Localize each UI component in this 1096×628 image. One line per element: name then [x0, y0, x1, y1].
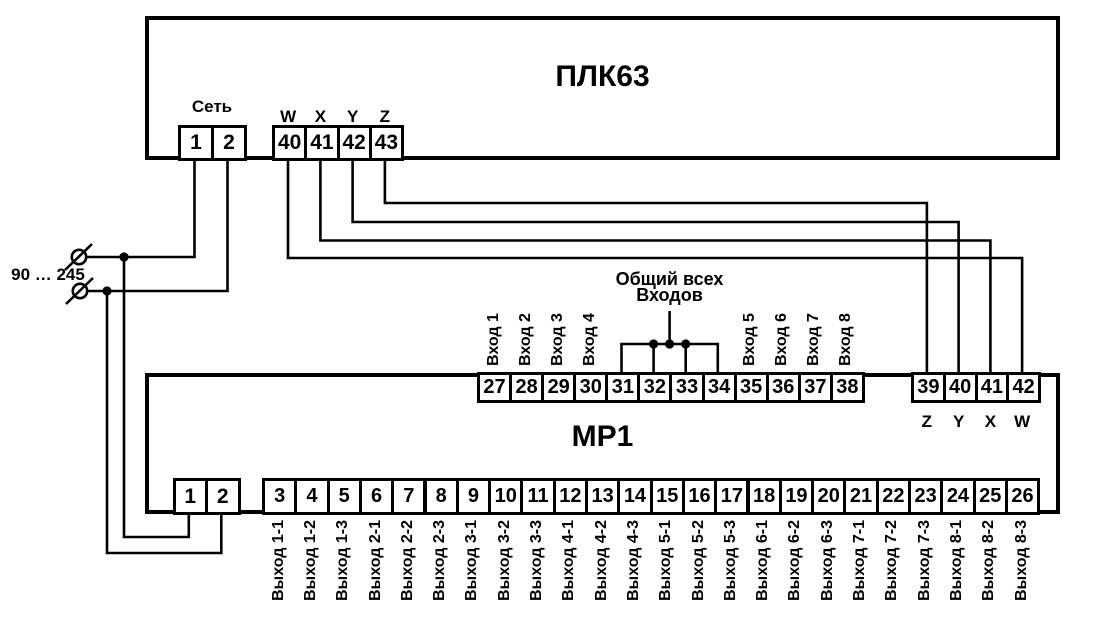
junction-dot — [649, 339, 658, 348]
mr1-terminal-31: 31 — [605, 372, 640, 403]
plc-terminal-41: 41 — [304, 125, 339, 161]
mr1-terminal-38: 38 — [830, 372, 865, 403]
mr1-terminal-19: 19 — [779, 478, 814, 515]
output-label-20: Выход 7-2 — [883, 520, 901, 602]
plc-io-label-W: W — [280, 107, 297, 126]
output-label-11: Выход 4-2 — [592, 520, 610, 602]
output-label-15: Выход 5-3 — [721, 520, 739, 602]
mr1-bus-label-W: W — [1014, 412, 1031, 431]
mr1-terminal-20: 20 — [811, 478, 846, 515]
plc-terminal-40: 40 — [272, 125, 307, 161]
output-label-22: Выход 8-1 — [947, 520, 965, 602]
mr1-bus-terminal-42: 42 — [1006, 372, 1041, 403]
plc-io-label-X: X — [314, 107, 327, 126]
mr1-terminal-3: 3 — [262, 478, 297, 515]
input-label-6: Вход 6 — [773, 313, 791, 366]
plc-terminal-2: 2 — [211, 125, 247, 161]
plc-io-label-Y: Y — [346, 107, 359, 126]
plc-io-label-Z: Z — [379, 107, 391, 126]
mr1-terminal-22: 22 — [876, 478, 911, 515]
output-label-24: Выход 8-3 — [1012, 520, 1030, 602]
input-label-4: Вход 4 — [580, 313, 598, 366]
output-label-19: Выход 7-1 — [851, 520, 869, 602]
output-label-16: Выход 6-1 — [754, 520, 772, 602]
input-label-3: Вход 3 — [548, 313, 566, 366]
junction-dot — [102, 286, 111, 295]
mr1-terminal-36: 36 — [766, 372, 801, 403]
power-wire-to-plc-1 — [87, 160, 195, 257]
junction-dot — [665, 339, 674, 348]
mr1-terminal-23: 23 — [908, 478, 943, 515]
output-label-4: Выход 2-1 — [366, 520, 384, 602]
output-label-6: Выход 2-3 — [431, 520, 449, 602]
mr1-title: МР1 — [571, 420, 634, 453]
mr1-terminal-32: 32 — [637, 372, 672, 403]
mr1-terminal-37: 37 — [798, 372, 833, 403]
mr1-terminal-16: 16 — [682, 478, 717, 515]
mr1-terminal-29: 29 — [541, 372, 576, 403]
output-label-2: Выход 1-2 — [301, 520, 319, 602]
plc63-title: ПЛК63 — [555, 60, 650, 93]
junction-dot — [681, 339, 690, 348]
plc-power-label: Сеть — [191, 97, 233, 116]
output-label-23: Выход 8-2 — [980, 520, 998, 602]
output-label-1: Выход 1-1 — [269, 520, 287, 602]
output-label-5: Выход 2-2 — [398, 520, 416, 602]
mr1-terminal-9: 9 — [456, 478, 491, 515]
output-label-13: Выход 5-1 — [657, 520, 675, 602]
common-inputs-label-line1: Общий всех — [615, 269, 724, 289]
mr1-bus-label-Y: Y — [952, 412, 965, 431]
mr1-terminal-35: 35 — [734, 372, 769, 403]
mr1-bus-terminal-39: 39 — [911, 372, 946, 403]
mr1-terminal-18: 18 — [747, 478, 782, 515]
mr1-terminal-6: 6 — [359, 478, 394, 515]
output-label-18: Выход 6-3 — [818, 520, 836, 602]
mr1-terminal-10: 10 — [488, 478, 523, 515]
output-label-3: Выход 1-3 — [334, 520, 352, 602]
mr1-terminal-17: 17 — [714, 478, 749, 515]
output-label-17: Выход 6-2 — [786, 520, 804, 602]
mr1-terminal-27: 27 — [477, 372, 512, 403]
mr1-terminal-34: 34 — [702, 372, 737, 403]
mr1-bus-label-X: X — [984, 412, 997, 431]
input-label-5: Вход 5 — [741, 313, 759, 366]
output-label-14: Выход 5-2 — [689, 520, 707, 602]
common-inputs-label-line2: Входов — [636, 285, 703, 305]
mr1-power-terminal-1: 1 — [173, 478, 209, 515]
input-label-7: Вход 7 — [805, 313, 823, 366]
mr1-power-terminal-2: 2 — [205, 478, 241, 515]
output-label-10: Выход 4-1 — [560, 520, 578, 602]
mr1-bus-terminal-40: 40 — [943, 372, 978, 403]
input-label-1: Вход 1 — [484, 313, 502, 366]
power-wire-to-plc-2 — [88, 160, 228, 291]
mr1-terminal-15: 15 — [650, 478, 685, 515]
input-label-8: Вход 8 — [837, 313, 855, 366]
mr1-terminal-11: 11 — [520, 478, 555, 515]
mr1-bus-label-Z: Z — [921, 412, 933, 431]
mr1-bus-terminal-41: 41 — [975, 372, 1010, 403]
mr1-terminal-28: 28 — [509, 372, 544, 403]
mr1-terminal-33: 33 — [669, 372, 704, 403]
plc-terminal-42: 42 — [337, 125, 372, 161]
mr1-terminal-7: 7 — [391, 478, 426, 515]
plc-terminal-43: 43 — [369, 125, 404, 161]
mr1-terminal-14: 14 — [617, 478, 652, 515]
common-inputs-label — [579, 271, 760, 303]
mr1-terminal-4: 4 — [294, 478, 329, 515]
power-source-label: 90 … 245 — [11, 265, 85, 284]
output-label-21: Выход 7-3 — [915, 520, 933, 602]
mr1-terminal-25: 25 — [973, 478, 1008, 515]
output-label-8: Выход 3-2 — [495, 520, 513, 602]
output-label-7: Выход 3-1 — [463, 520, 481, 602]
mr1-terminal-24: 24 — [940, 478, 975, 515]
plc-terminal-1: 1 — [178, 125, 214, 161]
mr1-terminal-13: 13 — [585, 478, 620, 515]
mr1-terminal-12: 12 — [553, 478, 588, 515]
mr1-terminal-26: 26 — [1005, 478, 1040, 515]
output-label-9: Выход 3-3 — [528, 520, 546, 602]
mr1-terminal-21: 21 — [843, 478, 878, 515]
mr1-terminal-5: 5 — [327, 478, 362, 515]
output-label-12: Выход 4-3 — [624, 520, 642, 602]
mr1-terminal-8: 8 — [424, 478, 459, 515]
input-label-2: Вход 2 — [516, 313, 534, 366]
mr1-terminal-30: 30 — [573, 372, 608, 403]
junction-dot — [119, 252, 128, 261]
